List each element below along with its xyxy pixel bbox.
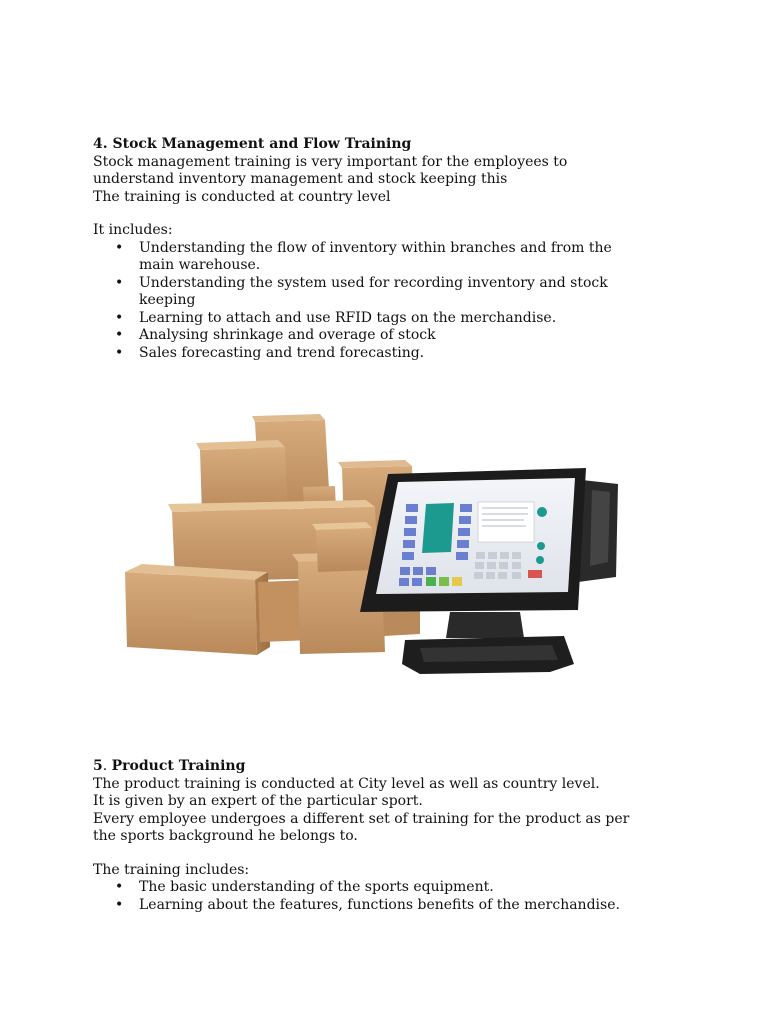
paragraph-line: understand inventory management and stock keeping this (93, 171, 508, 187)
paragraph-line: It is given by an expert of the particular sport. (93, 793, 423, 809)
section-heading: 5. Product Training (93, 758, 246, 774)
paragraph-line: Stock management training is very important for the employees to (93, 153, 568, 170)
bullet-list (93, 879, 693, 914)
section-stock-management (93, 136, 693, 362)
pos-terminal-icon (360, 468, 618, 674)
paragraph-line: The training is conducted at country level (93, 188, 391, 205)
list-item: • Analysing shrinkage and overage of stock (93, 327, 693, 345)
bullet-list (93, 240, 693, 363)
spacer (93, 206, 693, 222)
list-item: • Understanding the flow of inventory within branches and from the main warehouse. (93, 240, 649, 275)
section-product-training (93, 758, 693, 914)
list-item: • Learning about the features, functions benefits of the merchandise. (93, 897, 693, 915)
list-item: • Understanding the system used for recording inventory and stock keeping (93, 275, 649, 310)
section-number: 5 (93, 758, 103, 774)
section-title: Stock Management and Flow Training (112, 136, 412, 152)
includes-label: It includes: (93, 222, 173, 238)
list-item: • Learning to attach and use RFID tags on the merchandise. (93, 310, 693, 328)
paragraph-line: the sports background he belongs to. (93, 828, 358, 844)
includes-label: The training includes: (93, 861, 250, 878)
paragraph-line: The product training is conducted at City level as well as country level. (93, 775, 600, 792)
boxes-and-pos-illustration (120, 412, 630, 687)
list-item: • Sales forecasting and trend forecasting. (93, 345, 693, 363)
list-item: • The basic understanding of the sports equipment. (93, 879, 693, 897)
section-heading (93, 136, 693, 154)
paragraph-line: Every employee undergoes a different set of training for the product as per (93, 810, 630, 827)
spacer (93, 846, 693, 862)
section-number: 4. (93, 136, 108, 152)
section-title: Product Training (111, 758, 246, 774)
